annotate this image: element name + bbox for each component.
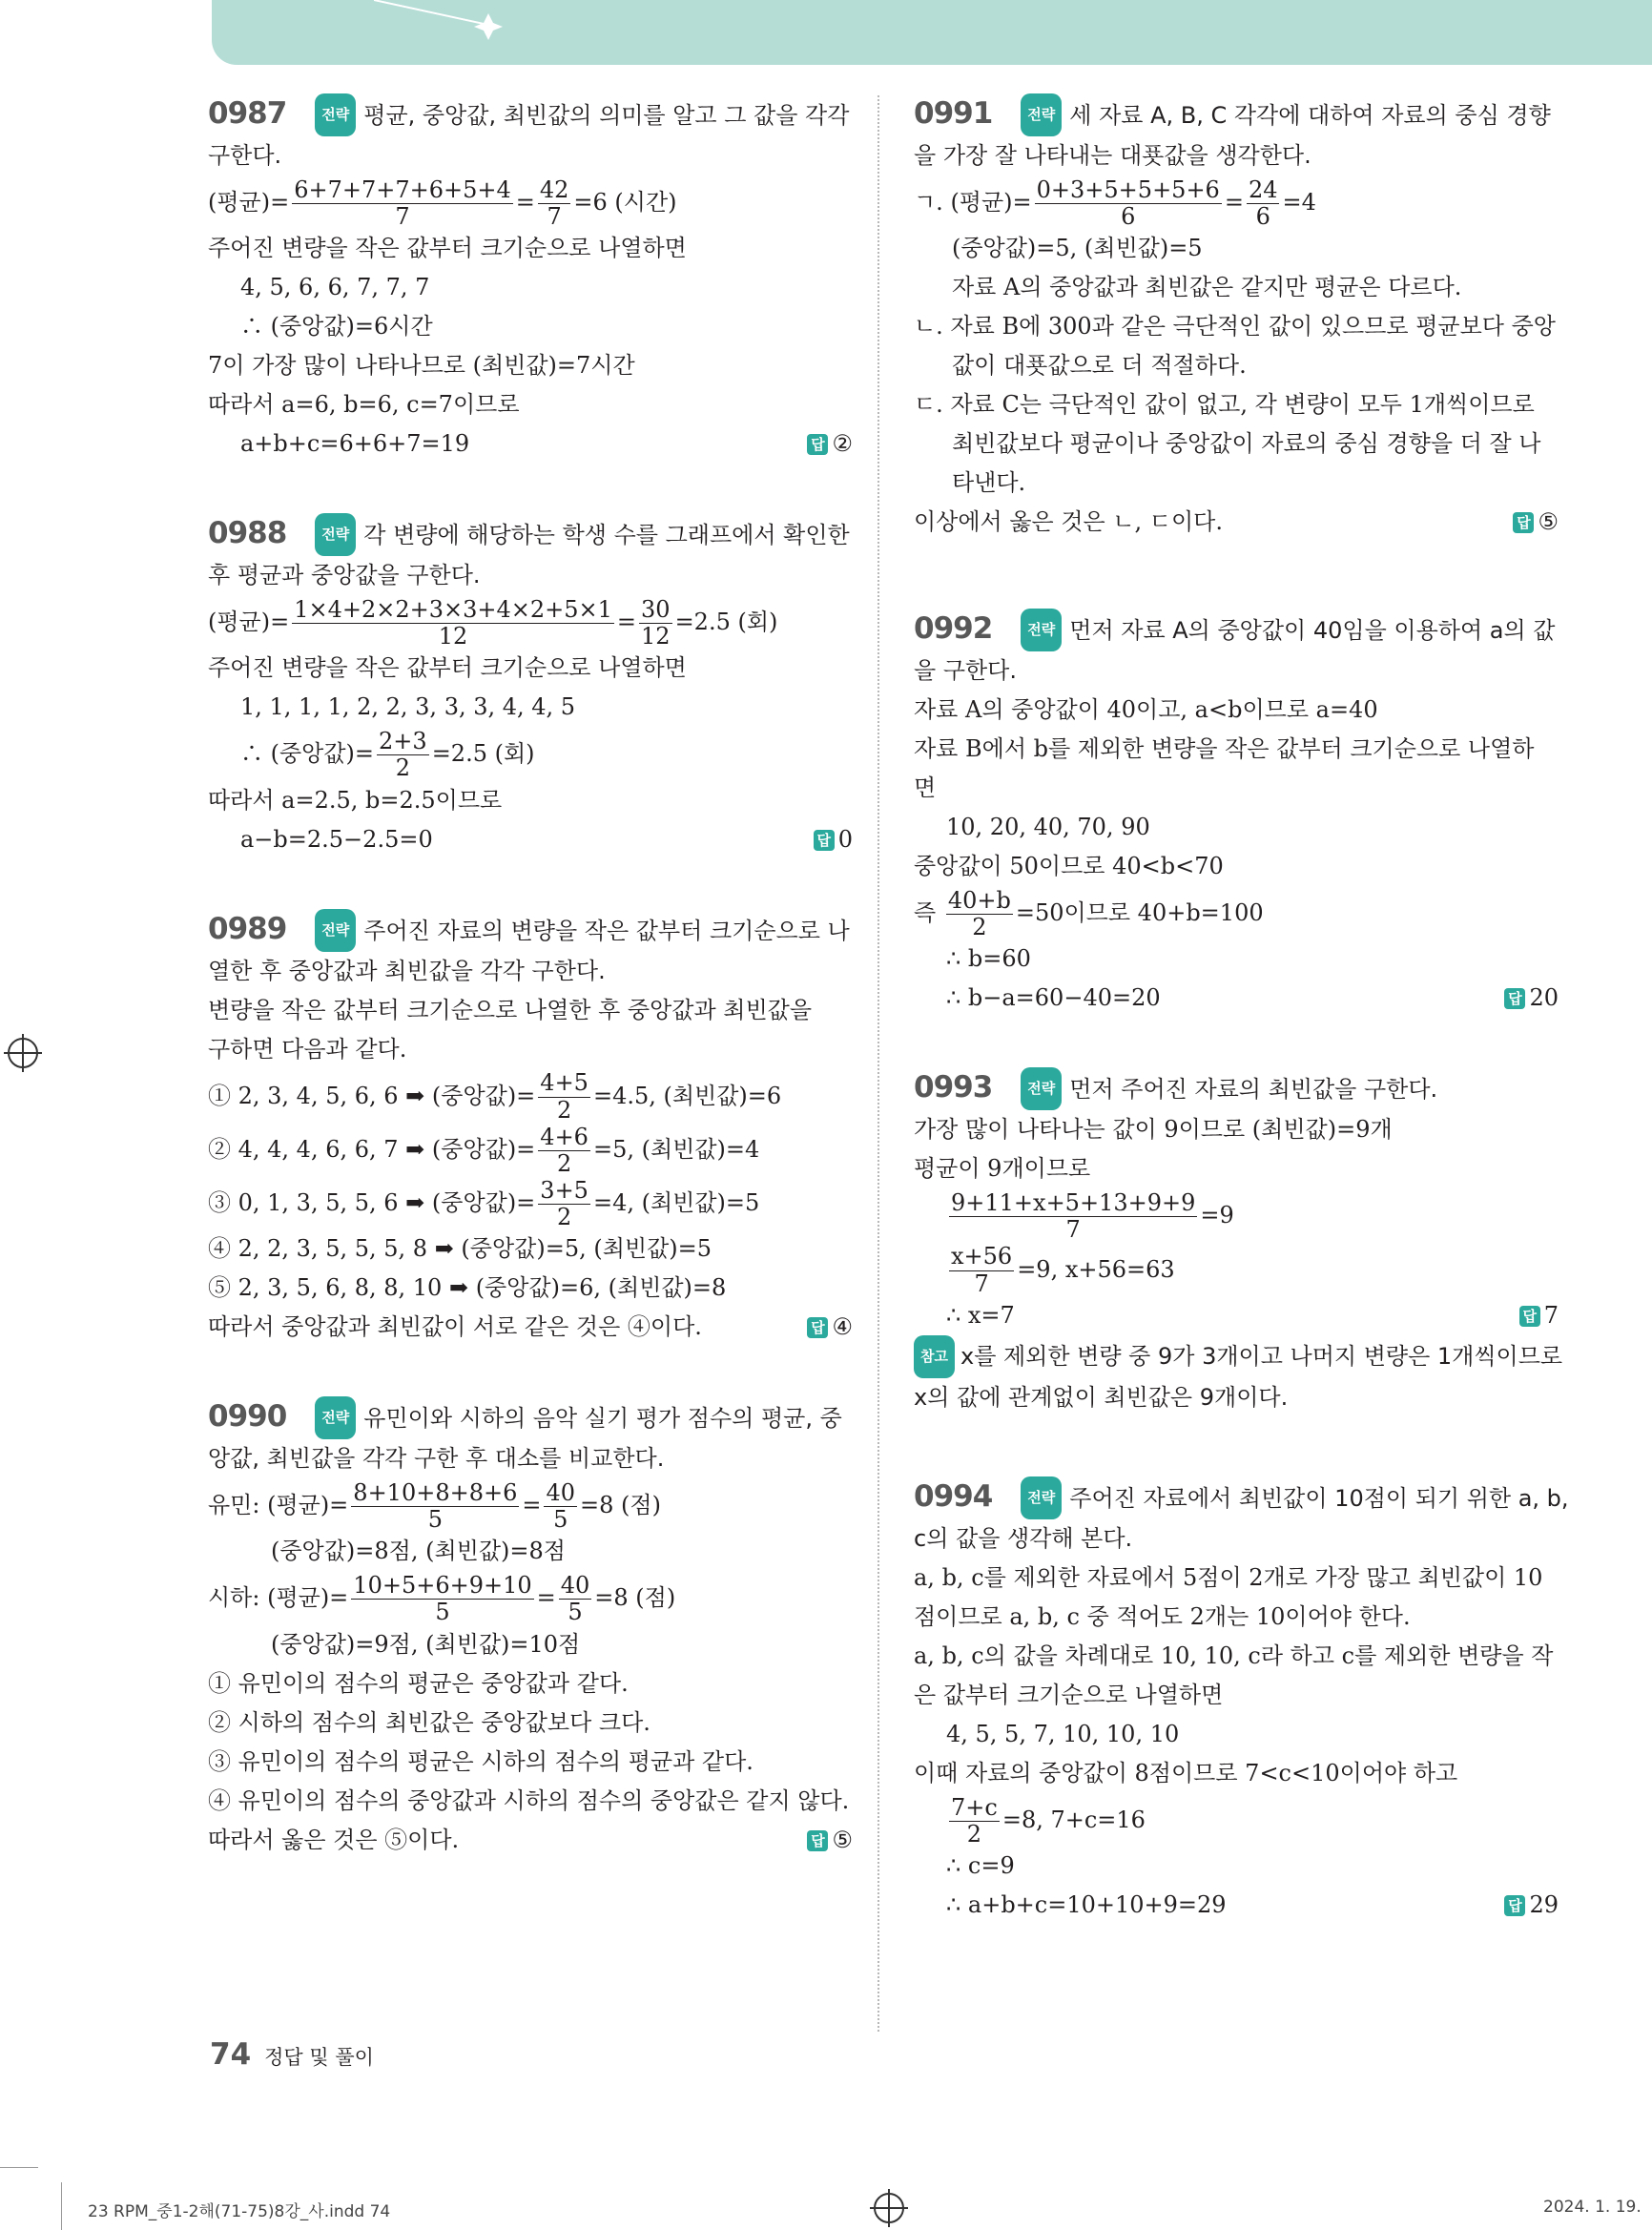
final-calc: a−b=2.5−2.5=0 답 0 xyxy=(208,820,853,859)
note-badge: 참고 xyxy=(914,1335,955,1378)
strategy-text: 평균, 중앙값, 최빈값의 의미를 알고 그 값을 각각 xyxy=(363,102,850,129)
crop-line xyxy=(0,2167,38,2168)
data-list: 1, 1, 1, 1, 2, 2, 3, 3, 3, 4, 4, 5 xyxy=(240,693,576,721)
answer-icon: 답 xyxy=(1504,1895,1525,1916)
result-line: ∴ c=9 xyxy=(946,1851,1015,1879)
fraction: $\frac{40}{5}$ xyxy=(560,1572,590,1626)
final-calc: ∴ x=7 답 7 xyxy=(914,1296,1559,1335)
data-list: 4, 5, 6, 6, 7, 7, 7 xyxy=(240,274,430,301)
answer: 답 0 xyxy=(814,820,853,859)
option-4: ④ 2, 2, 3, 5, 5, 5, 8 ➡ (중앙값)=5, (최빈값)=5 xyxy=(208,1235,712,1263)
problem-0990 xyxy=(208,1396,853,1859)
answer-icon: 답 xyxy=(807,434,828,455)
strategy-text: 유민이와 시하의 음악 실기 평가 점수의 평균, 중 xyxy=(363,1405,842,1433)
formula-label: (평균)= xyxy=(208,189,290,216)
item-a-mean: ㄱ. (평균)= $\frac{0+3+5+5+5+6}{6}$ = $\frac{24}{6}$ =4 xyxy=(914,176,1316,230)
equation: $\frac{7+c}{2}$ =8, 7+c=16 xyxy=(951,1793,1146,1848)
fraction: $\frac{3+5}{2}$ xyxy=(540,1176,589,1230)
fraction: $\frac{7+c}{2}$ xyxy=(951,1793,998,1848)
sparkle-icon xyxy=(374,0,679,65)
fraction: $\frac{0+3+5+5+5+6}{6}$ xyxy=(1036,176,1220,230)
option-1: ① 2, 3, 4, 5, 6, 6 ➡ (중앙값)= $\frac{4+5}{2}$ =4.5, (최빈값)=6 xyxy=(208,1069,782,1124)
answer-icon: 답 xyxy=(1504,988,1525,1009)
left-column xyxy=(208,93,853,1910)
registration-mark-icon xyxy=(874,2193,904,2223)
strategy-text: c의 값을 생각해 본다. xyxy=(914,1524,1133,1552)
crop-line xyxy=(61,2182,62,2230)
item-a-median-mode: (중앙값)=5, (최빈값)=5 xyxy=(952,235,1203,262)
answer: 답 20 xyxy=(1504,979,1559,1018)
equation: $\frac{x+56}{7}$ =9, x+56=63 xyxy=(951,1243,1175,1297)
fraction: $\frac{10+5+6+9+10}{5}$ xyxy=(353,1572,532,1626)
text-line: a, b, c를 제외한 자료에서 5점이 2개로 가장 많고 최빈값이 10 xyxy=(914,1563,1543,1591)
problem-0994 xyxy=(914,1476,1569,1925)
text-line: 자료 A의 중앙값이 40이고, a<b이므로 a=40 xyxy=(914,696,1378,724)
fraction: $\frac{24}{6}$ xyxy=(1248,176,1278,230)
strategy-badge: 전략 xyxy=(315,909,356,952)
median-formula: 즉 $\frac{40+b}{2}$ =50이므로 40+b=100 xyxy=(914,887,1264,941)
fraction: $\frac{2+3}{2}$ xyxy=(379,728,427,782)
problem-0991 xyxy=(914,93,1559,542)
top-banner xyxy=(212,0,1652,65)
strategy-text: 앙값, 최빈값을 각각 구한 후 대소를 비교한다. xyxy=(208,1445,665,1473)
answer-icon: 답 xyxy=(1513,512,1534,533)
problem-number: 0991 xyxy=(914,96,993,131)
answer: 답 29 xyxy=(1504,1886,1559,1925)
mean-formula: (평균)= $\frac{1\times 4+2\times 2+3\times 3+4\times 2+5\times 1}{12}$ = $\frac{30}{12}$ =2.5 (회) xyxy=(208,596,778,650)
conclusion: 이상에서 옳은 것은 ㄴ, ㄷ이다. 답 ⑤ xyxy=(914,503,1559,542)
strategy-badge: 전략 xyxy=(315,93,356,136)
option-3: ③ 0, 1, 3, 5, 5, 6 ➡ (중앙값)= $\frac{3+5}{2}$ =4, (최빈값)=5 xyxy=(208,1176,760,1230)
column-divider xyxy=(878,95,879,2032)
answer-icon: 답 xyxy=(807,1830,828,1851)
strategy-text: 주어진 자료의 변량을 작은 값부터 크기순으로 나 xyxy=(363,917,850,944)
fraction: $\frac{4+6}{2}$ xyxy=(540,1123,589,1177)
median-formula: ∴ (중앙값)= $\frac{2+3}{2}$ =2.5 (회) xyxy=(240,728,535,782)
text-line: 평균이 9개이므로 xyxy=(914,1155,1091,1183)
strategy-badge: 전략 xyxy=(315,513,356,556)
note-text: x의 값에 관계없이 최빈값은 9개이다. xyxy=(914,1383,1289,1411)
answer: 답 ⑤ xyxy=(1513,503,1559,542)
data-list: 4, 5, 5, 7, 10, 10, 10 xyxy=(946,1720,1180,1747)
text-line: 따라서 a=2.5, b=2.5이므로 xyxy=(208,786,503,814)
strategy-text: 각 변량에 해당하는 학생 수를 그래프에서 확인한 xyxy=(363,522,850,549)
text-line: 주어진 변량을 작은 값부터 크기순으로 나열하면 xyxy=(208,654,687,682)
text-line: 이때 자료의 중앙값이 8점이므로 7<c<10이어야 하고 xyxy=(914,1759,1458,1786)
problem-number: 0994 xyxy=(914,1478,993,1514)
fraction: $\frac{8+10+8+8+6}{5}$ xyxy=(353,1478,518,1534)
problem-number: 0989 xyxy=(208,911,287,946)
result-line: ∴ b=60 xyxy=(946,945,1031,973)
strategy-text: 구한다. xyxy=(208,142,282,169)
answer: 답 7 xyxy=(1519,1296,1559,1335)
text-line: 변량을 작은 값부터 크기순으로 나열한 후 중앙값과 최빈값을 xyxy=(208,996,813,1023)
strategy-text: 먼저 자료 A의 중앙값이 40임을 이용하여 a의 값 xyxy=(1069,617,1556,645)
data-list: 10, 20, 40, 70, 90 xyxy=(946,814,1150,841)
text-line: 점이므로 a, b, c 중 적어도 2개는 10이어야 한다. xyxy=(914,1602,1411,1630)
text-line: 따라서 a=6, b=6, c=7이므로 xyxy=(208,391,520,419)
fraction: $\frac{4+5}{2}$ xyxy=(540,1069,589,1124)
yumin-mean: 유민: (평균)= $\frac{8+10+8+8+6}{5}$ = $\frac{40}{5}$ =8 (점) xyxy=(208,1478,661,1534)
fraction: $\frac{9+11+x+5+13+9+9}{7}$ xyxy=(951,1189,1196,1244)
file-name: 23 RPM_중1-2해(71-75)8강_사.indd 74 xyxy=(88,2202,391,2221)
choice-4: ④ 유민이의 점수의 중앙값과 시하의 점수의 중앙값은 같지 않다. xyxy=(208,1786,850,1814)
strategy-text: 열한 후 중앙값과 최빈값을 각각 구한다. xyxy=(208,957,606,984)
mode-result: 7이 가장 많이 나타나므로 (최빈값)=7시간 xyxy=(208,352,635,380)
fraction: $\frac{40}{5}$ xyxy=(546,1478,576,1534)
problem-number: 0993 xyxy=(914,1070,993,1105)
fraction: $\frac{1\times 4+2\times 2+3\times 3+4\times 2+5\times 1}{12}$ xyxy=(294,596,612,650)
conclusion: 따라서 옳은 것은 ⑤이다. 답 ⑤ xyxy=(208,1821,853,1860)
strategy-badge: 전략 xyxy=(1021,609,1062,651)
item-c: ㄷ. 자료 C는 극단적인 값이 없고, 각 변량이 모두 1개씩이므로 최빈값보다 평균이나 중앙값이 자료의 중심 경향을 더 잘 나타낸다. xyxy=(914,391,1541,497)
strategy-badge: 전략 xyxy=(1021,93,1062,136)
item-a-text: 자료 A의 중앙값과 최빈값은 같지만 평균은 다르다. xyxy=(952,274,1462,301)
page-footer xyxy=(210,2037,374,2072)
final-calc: ∴ b−a=60−40=20 답 20 xyxy=(914,979,1559,1018)
problem-0987 xyxy=(208,93,853,464)
problem-number: 0987 xyxy=(208,96,287,131)
text-line: 면 xyxy=(914,774,937,802)
answer-icon: 답 xyxy=(814,830,835,851)
final-calc: ∴ a+b+c=10+10+9=29 답 29 xyxy=(914,1886,1559,1925)
answer: 답 ⑤ xyxy=(807,1821,853,1860)
item-b: ㄴ. 자료 B에 300과 같은 극단적인 값이 있으므로 평균보다 중앙값이 대푯값으로 더 적절하다. xyxy=(914,313,1556,380)
text-line: 주어진 변량을 작은 값부터 크기순으로 나열하면 xyxy=(208,235,687,262)
yumin-median-mode: (중앙값)=8점, (최빈값)=8점 xyxy=(271,1538,566,1565)
strategy-badge: 전략 xyxy=(315,1396,356,1439)
right-column xyxy=(914,93,1569,1974)
choice-3: ③ 유민이의 점수의 평균은 시하의 점수의 평균과 같다. xyxy=(208,1747,754,1775)
choice-2: ② 시하의 점수의 최빈값은 중앙값보다 크다. xyxy=(208,1708,650,1736)
strategy-badge: 전략 xyxy=(1021,1476,1062,1519)
median-result: ∴ (중앙값)=6시간 xyxy=(240,313,433,341)
final-calc: a+b+c=6+6+7=19 답 ② xyxy=(208,424,853,464)
choice-1: ① 유민이의 점수의 평균은 중앙값과 같다. xyxy=(208,1669,629,1697)
page-number: 74 xyxy=(210,2037,252,2072)
text-line: 은 값부터 크기순으로 나열하면 xyxy=(914,1681,1224,1708)
conclusion: 따라서 중앙값과 최빈값이 서로 같은 것은 ④이다. 답 ④ xyxy=(208,1308,853,1347)
print-date: 2024. 1. 19. xyxy=(1543,2198,1642,2217)
siha-mean: 시하: (평균)= $\frac{10+5+6+9+10}{5}$ = $\frac{40}{5}$ =8 (점) xyxy=(208,1572,676,1626)
answer: 답 ④ xyxy=(807,1308,853,1347)
mean-formula: $\frac{9+11+x+5+13+9+9}{7}$ =9 xyxy=(951,1189,1234,1244)
fraction: $\frac{42}{7}$ xyxy=(539,176,569,230)
strategy-text: 후 평균과 중앙값을 구한다. xyxy=(208,562,481,589)
problem-number: 0990 xyxy=(208,1399,287,1435)
text-line: 중앙값이 50이므로 40<b<70 xyxy=(914,853,1224,880)
problem-number: 0988 xyxy=(208,516,287,551)
problem-0988 xyxy=(208,513,853,858)
strategy-text: 주어진 자료에서 최빈값이 10점이 되기 위한 a, b, xyxy=(1069,1484,1569,1512)
answer-icon: 답 xyxy=(1519,1306,1540,1327)
text-line: a, b, c의 값을 차례대로 10, 10, c라 하고 c를 제외한 변량을 작 xyxy=(914,1642,1554,1669)
fraction: $\frac{6+7+7+7+6+5+4}{7}$ xyxy=(294,176,511,230)
answer: 답 ② xyxy=(807,424,853,464)
option-5: ⑤ 2, 3, 5, 6, 8, 8, 10 ➡ (중앙값)=6, (최빈값)=8 xyxy=(208,1274,727,1302)
text-line: 가장 많이 나타나는 값이 9이므로 (최빈값)=9개 xyxy=(914,1116,1393,1144)
answer-icon: 답 xyxy=(807,1317,828,1338)
text-line: 자료 B에서 b를 제외한 변량을 작은 값부터 크기순으로 나열하 xyxy=(914,735,1535,763)
fraction: $\frac{x+56}{7}$ xyxy=(951,1243,1013,1297)
option-2: ② 4, 4, 4, 6, 6, 7 ➡ (중앙값)= $\frac{4+6}{2}$ =5, (최빈값)=4 xyxy=(208,1123,760,1177)
fraction: $\frac{30}{12}$ xyxy=(641,596,671,650)
problem-0992 xyxy=(914,609,1559,1018)
registration-mark-icon xyxy=(8,1038,38,1068)
mean-formula: (평균)= $\frac{6+7+7+7+6+5+4}{7}$ = $\frac{42}{7}$ =6 (시간) xyxy=(208,176,677,230)
siha-median-mode: (중앙값)=9점, (최빈값)=10점 xyxy=(271,1630,581,1658)
formula-result: =6 (시간) xyxy=(573,189,677,216)
strategy-badge: 전략 xyxy=(1021,1067,1062,1110)
problem-0993 xyxy=(914,1067,1563,1416)
problem-0989 xyxy=(208,909,853,1348)
text-line: 구하면 다음과 같다. xyxy=(208,1035,407,1063)
strategy-text: 세 자료 A, B, C 각각에 대하여 자료의 중심 경향 xyxy=(1069,102,1551,129)
fraction: $\frac{40+b}{2}$ xyxy=(947,887,1011,941)
strategy-text: 먼저 주어진 자료의 최빈값을 구한다. xyxy=(1069,1076,1438,1104)
note: 참고 x를 제외한 변량 중 9가 3개이고 나머지 변량은 1개씩이므로 xyxy=(914,1335,1559,1378)
strategy-text: 을 가장 잘 나타내는 대푯값을 생각한다. xyxy=(914,142,1311,169)
problem-number: 0992 xyxy=(914,611,993,647)
strategy-text: 을 구한다. xyxy=(914,657,1017,685)
page-title: 정답 및 풀이 xyxy=(264,2046,374,2069)
